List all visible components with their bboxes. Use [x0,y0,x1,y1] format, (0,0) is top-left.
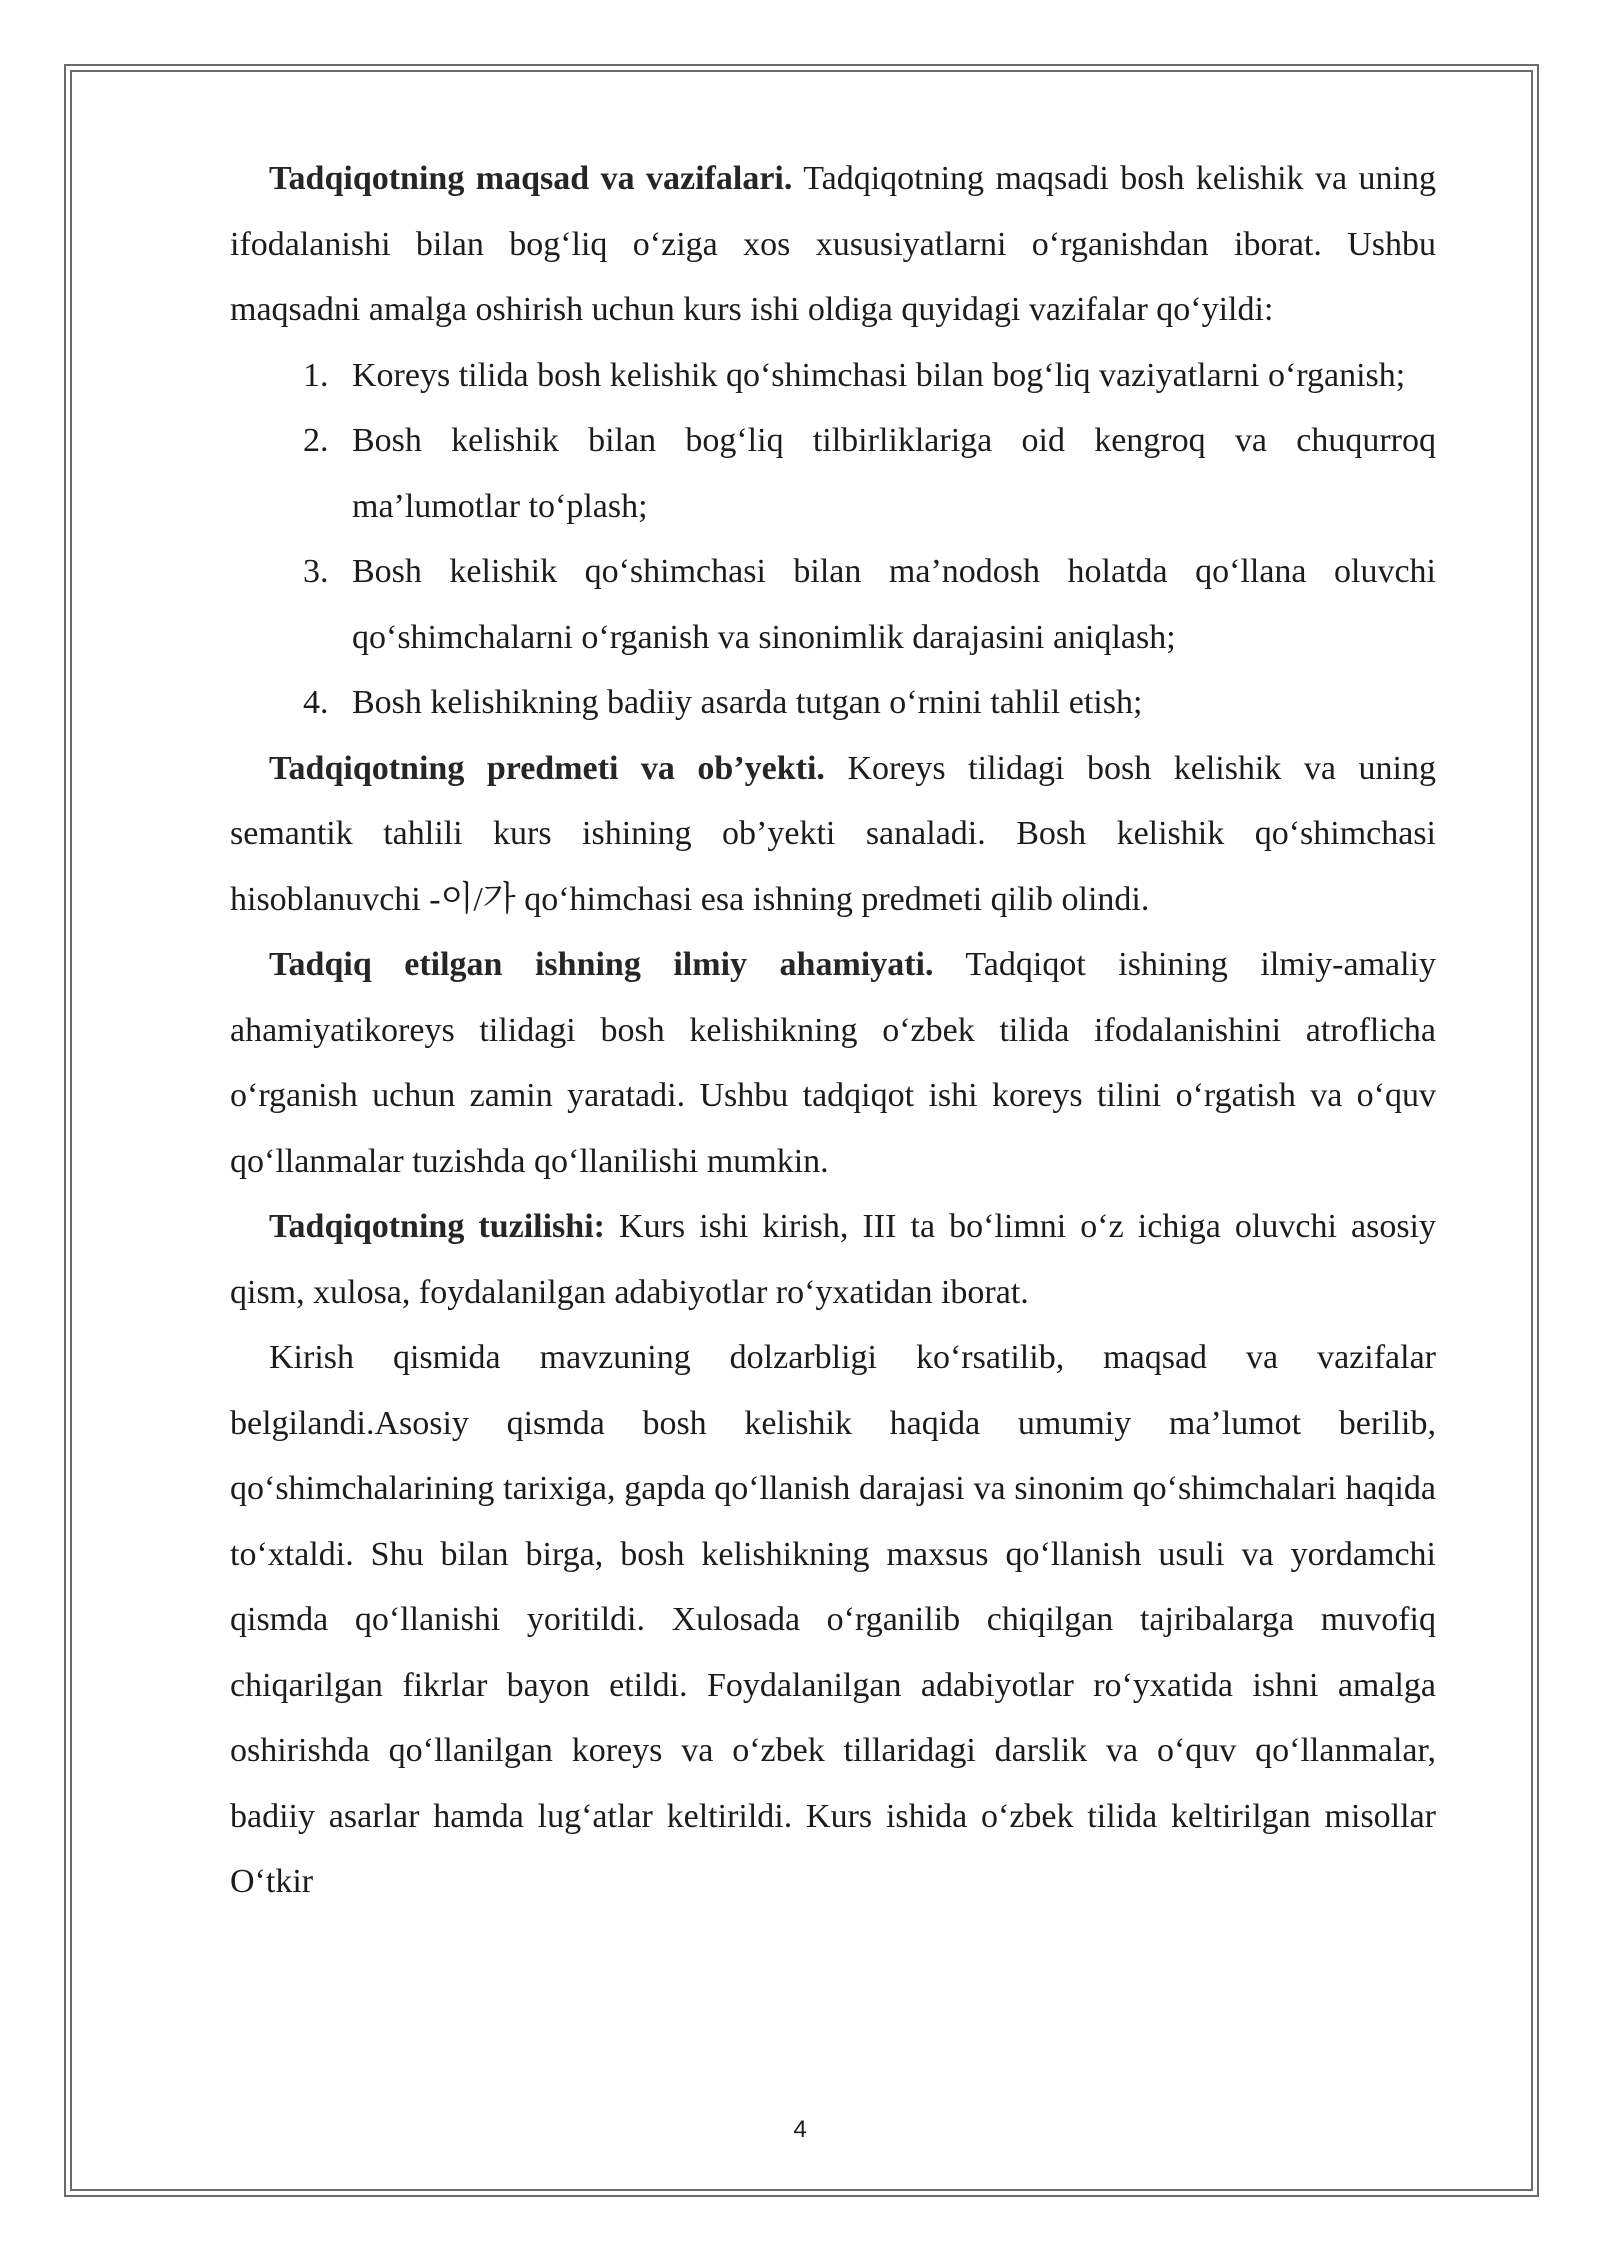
list-item-number: 3. [303,553,329,590]
goals-heading: Tadqiqotning maqsad va vazifalari. [269,160,793,197]
structure-paragraph [230,1194,1436,1325]
goals-paragraph [230,146,1436,343]
list-item-number: 2. [303,422,329,459]
subject-paragraph [230,736,1436,933]
list-item-number: 4. [303,684,329,721]
significance-heading: Tadqiq etilgan ishning ilmiy ahamiyati. [269,946,934,983]
page-number: 4 [793,2116,807,2143]
list-item-text: Bosh kelishik qo‘shimchasi bilan ma’nodosh holatda qo‘llana oluvchi qo‘shimchalarni o‘rganish va sinonimlik darajasini aniqlash; [352,553,1436,656]
goals-text: Tadqiqotning maqsadi bosh kelishik va uning ifodalanishi bilan bog‘liq o‘ziga xos xususiyatlarni o‘rganishdan iborat. Ushbu maqsadni amalga oshirish uchun kurs ishi oldiga quyidagi vazifalar qo‘yildi: [230,160,1436,328]
list-item-text: Koreys tilida bosh kelishik qo‘shimchasi bilan bog‘liq vaziyatlarni o‘rganish; [352,356,1406,394]
intro-paragraph: Kirish qismida mavzuning dolzarbligi ko‘rsatilib, maqsad va vazifalar belgilandi.Asosiy qismda bosh kelishik haqida umumiy ma’lumot berilib, qo‘shimchalarining tarixiga, gapda qo‘llanish darajasi va sinonim qo‘shimchalari haqida to‘xtaldi. Shu bilan birga, bosh kelishikning maxsus qo‘llanish usuli va yordamchi qismda qo‘llanishi yoritildi. Xulosada o‘rganilib chiqilgan tajribalarga muvofiq chiqarilgan fikrlar bayon etildi. Foydalanilgan adabiyotlar ro‘yxatida ishni amalga oshirishda qo‘llanilgan koreys va o‘zbek tillaridagi darslik va o‘quv qo‘llanmalar, badiiy asarlar hamda lug‘atlar keltirildi. Kurs ishida o‘zbek tilida keltirilgan misollar O‘tkir [230,1339,1436,1900]
document-body [230,146,1436,1915]
list-item [230,343,1436,409]
list-item-text: Bosh kelishikning badiiy asarda tutgan o‘rnini tahlil etish; [352,684,1143,721]
list-item [230,539,1436,670]
structure-heading: Tadqiqotning tuzilishi: [269,1208,605,1245]
structure-text: Kurs ishi kirish, III ta bo‘limni o‘z ichiga oluvchi asosiy qism, xulosa, foydalanilgan adabiyotlar ro‘yxatidan iborat. [230,1208,1436,1311]
list-item [230,670,1436,736]
significance-text: Tadqiqot ishining ilmiy-amaliy ahamiyatikoreys tilidagi bosh kelishikning o‘zbek tilida ifodalanishini atroflicha o‘rganish uchun zamin yaratadi. Ushbu tadqiqot ishi koreys tilini o‘rgatish va o‘quv qo‘llanmalar tuzishda qo‘llanilishi mumkin. [230,946,1436,1180]
list-item [230,408,1436,539]
tasks-list [230,343,1436,736]
significance-paragraph [230,932,1436,1194]
list-item-text: Bosh kelishik bilan bog‘liq tilbirliklariga oid kengroq va chuqurroq ma’lumotlar to‘plash; [352,422,1436,525]
subject-text: Koreys tilidagi bosh kelishik va uning semantik tahlili kurs ishining ob’yekti sanaladi. Bosh kelishik qo‘shimchasi hisoblanuvchi -이/가 qo‘himchasi esa ishning predmeti qilib olindi. [230,749,1436,918]
subject-heading: Tadqiqotning predmeti va ob’yekti. [269,749,825,787]
list-item-number: 1. [303,356,329,394]
